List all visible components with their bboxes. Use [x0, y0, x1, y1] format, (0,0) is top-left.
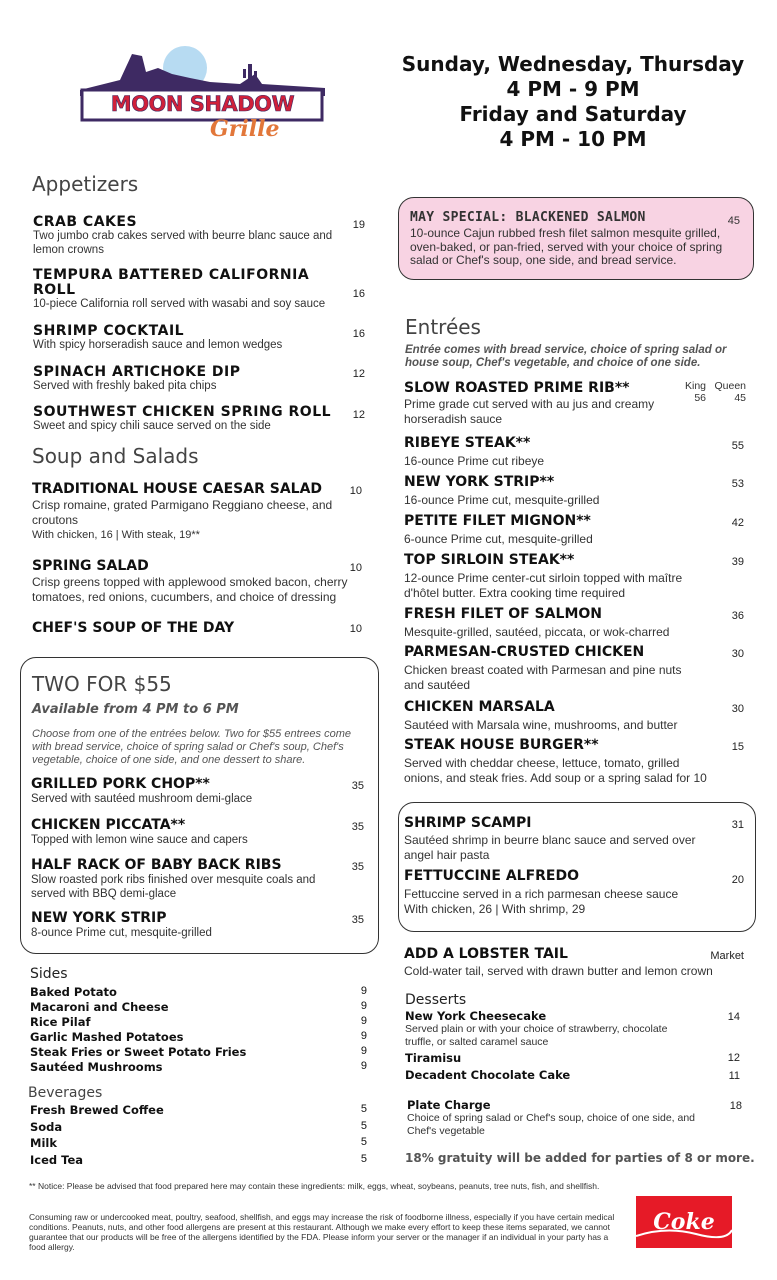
- item-desc: With chicken, 16 | With steak, 19**: [32, 529, 200, 541]
- item-price: 11: [728, 1070, 740, 1082]
- two-for-55-note: Choose from one of the entrées below. Two for $55 entrees come with bread service, choice of spring salad or Chef's soup, Chef's vegetable, choice of one side, and one dessert to share.: [32, 728, 351, 766]
- item-desc: Chicken breast coated with Parmesan and pine nuts and sautéed: [404, 663, 682, 692]
- logo-script-text: Grille: [210, 116, 280, 142]
- item-name: TEMPURA BATTERED CALIFORNIA ROLL: [33, 267, 310, 298]
- item-desc: 16-ounce Prime cut, mesquite-grilled: [404, 493, 600, 507]
- item-name: HALF RACK OF BABY BACK RIBS: [31, 857, 282, 873]
- hours-line: 4 PM - 9 PM: [506, 77, 640, 101]
- menu-item: [404, 699, 714, 733]
- item-desc: Fettuccine served in a rich parmesan cheese sauce: [404, 887, 679, 901]
- menu-item: [31, 910, 341, 941]
- menu-item: [404, 474, 714, 508]
- item-desc: With spicy horseradish sauce and lemon wedges: [33, 339, 283, 351]
- item-desc: Mesquite-grilled, sautéed, piccata, or wok-charred: [404, 625, 670, 639]
- menu-item: [404, 380, 674, 427]
- item-desc: Slow roasted pork ribs finished over mesquite coals and served with BBQ demi-glace: [31, 874, 316, 900]
- side-item: [30, 985, 367, 999]
- sides-heading: Sides: [30, 966, 68, 982]
- menu-item: [33, 365, 343, 394]
- appetizers-heading: Appetizers: [32, 172, 139, 196]
- item-desc: Served with sautéed mushroom demi-glace: [31, 793, 253, 805]
- menu-item: [31, 817, 341, 848]
- special-desc: 10-ounce Cajun rubbed fresh filet salmon mesquite grilled, oven-baked, or pan-fried, served with your choice of spring salad or Chef's soup, one side, and bread service.: [410, 226, 723, 267]
- hours-line: 4 PM - 10 PM: [499, 127, 647, 151]
- item-desc: Topped with lemon wine sauce and capers: [31, 834, 248, 846]
- side-price: 9: [360, 1030, 367, 1042]
- hours-line: Sunday, Wednesday, Thursday: [401, 52, 745, 76]
- item-price: Market: [710, 950, 744, 962]
- beverages-heading: Beverages: [28, 1085, 103, 1101]
- side-price: 9: [360, 1060, 367, 1072]
- entrees-note: Entrée comes with bread service, choice of spring salad or house soup, Chef's vegetable, and choice of one side.: [405, 344, 727, 369]
- menu-item: [33, 405, 343, 434]
- item-name: CHEF'S SOUP OF THE DAY: [32, 620, 235, 636]
- menu-item: [404, 946, 724, 979]
- item-price: 31: [731, 819, 744, 831]
- item-price: 16: [352, 288, 365, 300]
- desserts-heading: Desserts: [405, 992, 467, 1008]
- hours-block: [400, 52, 746, 152]
- item-price: 10: [349, 562, 362, 574]
- item-desc: 12-ounce Prime center-cut sirloin topped with maître d'hôtel butter. Extra cooking time required: [404, 571, 683, 600]
- item-name: FRESH FILET OF SALMON: [404, 606, 602, 622]
- item-name: TOP SIRLOIN STEAK**: [404, 552, 575, 568]
- dessert-item: Tiramisu: [405, 1051, 462, 1065]
- item-name: SPRING SALAD: [32, 558, 149, 574]
- item-price: 36: [731, 610, 744, 622]
- item-price: 35: [351, 861, 364, 873]
- item-price: 10: [349, 485, 362, 497]
- item-price: 35: [351, 914, 364, 926]
- beverage-price: 5: [360, 1103, 367, 1115]
- soups-heading: Soup and Salads: [32, 444, 199, 468]
- two-for-55-title: TWO FOR $55: [32, 672, 172, 696]
- beverage-item: [30, 1120, 367, 1134]
- item-price: 35: [351, 780, 364, 792]
- item-name: PARMESAN-CRUSTED CHICKEN: [404, 644, 645, 660]
- menu-item: [31, 857, 341, 901]
- side-name: Steak Fries or Sweet Potato Fries: [30, 1045, 247, 1059]
- item-desc: With chicken, 26 | With shrimp, 29: [404, 902, 586, 916]
- item-name: SHRIMP COCKTAIL: [33, 323, 185, 339]
- side-name: Sautéed Mushrooms: [30, 1060, 163, 1074]
- item-price: 15: [731, 741, 744, 753]
- item-price: 12: [352, 409, 365, 421]
- item-price: 39: [731, 556, 744, 568]
- item-name: TRADITIONAL HOUSE CAESAR SALAD: [32, 481, 323, 497]
- item-price: 10: [349, 623, 362, 635]
- item-desc: Crisp romaine, grated Parmigano Reggiano cheese, and croutons: [32, 498, 333, 527]
- dessert-item: Decadent Chocolate Cake: [405, 1068, 571, 1082]
- side-price: 9: [360, 1000, 367, 1012]
- menu-item: [33, 215, 333, 257]
- item-name: SLOW ROASTED PRIME RIB**: [404, 380, 630, 396]
- menu-item: [404, 815, 714, 863]
- gratuity-note: 18% gratuity will be added for parties of 8 or more.: [405, 1151, 755, 1165]
- item-name: CRAB CAKES: [33, 214, 138, 230]
- special-price: 45: [727, 215, 740, 227]
- item-name: STEAK HOUSE BURGER**: [404, 737, 599, 753]
- menu-item: [404, 868, 714, 917]
- menu-item: [404, 606, 714, 640]
- item-desc: Prime grade cut served with au jus and creamy horseradish sauce: [404, 397, 655, 426]
- menu-item: [33, 324, 343, 353]
- king-label: King: [684, 380, 706, 392]
- item-name: NEW YORK STRIP: [31, 910, 167, 926]
- item-price: 30: [731, 648, 744, 660]
- entrees-heading: Entrées: [405, 315, 481, 339]
- menu-item: [33, 267, 326, 312]
- side-name: Macaroni and Cheese: [30, 1000, 169, 1014]
- item-price: 19: [352, 219, 365, 231]
- menu-item: [31, 776, 341, 807]
- item-desc: Two jumbo crab cakes served with beurre blanc sauce and lemon crowns: [33, 230, 333, 256]
- item-desc: Choice of spring salad or Chef's soup, choice of one side, and Chef's vegetable: [407, 1112, 696, 1137]
- side-item: [30, 1000, 367, 1014]
- item-desc: Sautéed shrimp in beurre blanc sauce and served over angel hair pasta: [404, 833, 696, 862]
- item-price: 12: [727, 1052, 740, 1064]
- queen-price: 45: [734, 392, 746, 404]
- beverage-price: 5: [360, 1136, 367, 1148]
- item-name: Plate Charge: [407, 1098, 491, 1112]
- side-item: [30, 1030, 367, 1044]
- beverage-price: 5: [360, 1153, 367, 1165]
- menu-item: [404, 552, 704, 601]
- item-name: SOUTHWEST CHICKEN SPRING ROLL: [33, 404, 332, 420]
- two-for-55-subtitle: Available from 4 PM to 6 PM: [32, 702, 239, 717]
- beverage-name: Fresh Brewed Coffee: [30, 1103, 164, 1117]
- consumption-warning: Consuming raw or undercooked meat, poultry, seafood, shellfish, and eggs may increase the risk of foodborne illness, especially if you have certain medical conditions. Peanuts, nuts, and other food allergens are present at this restaurant. Although we make every effort to keep these items separated, we cannot guarantee that our products will be free of the allergens identified by the FDA. Please inform your server or the manager if an individual in your party has a food allergy.: [29, 1212, 615, 1252]
- item-price: 16: [352, 328, 365, 340]
- coke-text: Coke: [653, 1209, 715, 1235]
- item-desc: 6-ounce Prime cut, mesquite-grilled: [404, 532, 593, 546]
- hours-line: Friday and Saturday: [459, 102, 687, 126]
- side-price: 9: [360, 1045, 367, 1057]
- item-name: CHICKEN MARSALA: [404, 699, 555, 715]
- menu-item: [404, 644, 704, 693]
- logo-name-text: MOON SHADOW: [110, 92, 295, 116]
- beverage-name: Soda: [30, 1120, 63, 1134]
- item-name: NEW YORK STRIP**: [404, 474, 555, 490]
- item-price: 14: [727, 1011, 740, 1023]
- side-item: [30, 1015, 367, 1029]
- item-name: RIBEYE STEAK**: [404, 435, 531, 451]
- beverage-item: [30, 1153, 367, 1167]
- side-name: Baked Potato: [30, 985, 117, 999]
- beverage-item: [30, 1103, 367, 1117]
- item-price: 55: [731, 440, 744, 452]
- item-price: 30: [731, 703, 744, 715]
- item-desc: Served with cheddar cheese, lettuce, tomato, grilled onions, and steak fries. Add soup or a spring salad for 10: [404, 756, 707, 785]
- item-name: New York Cheesecake: [405, 1009, 547, 1023]
- side-price: 9: [360, 985, 367, 997]
- allergen-notice: ** Notice: Please be advised that food prepared here may contain these ingredients: milk, eggs, wheat, soybeans, peanuts, tree nuts, fish, and shellfish.: [29, 1181, 600, 1191]
- item-name: ADD A LOBSTER TAIL: [404, 946, 568, 962]
- menu-item: [404, 513, 714, 547]
- item-name: SPINACH ARTICHOKE DIP: [33, 364, 241, 380]
- side-name: Garlic Mashed Potatoes: [30, 1030, 184, 1044]
- item-price: 42: [731, 517, 744, 529]
- item-desc: Served with freshly baked pita chips: [33, 380, 217, 392]
- menu-item: [32, 558, 357, 605]
- item-price: 53: [731, 478, 744, 490]
- menu-item: [32, 620, 342, 637]
- menu-item: [404, 435, 714, 469]
- beverage-price: 5: [360, 1120, 367, 1132]
- side-item: [30, 1060, 367, 1074]
- item-price: 20: [731, 874, 744, 886]
- special-name: MAY SPECIAL: BLACKENED SALMON: [410, 210, 646, 225]
- side-name: Rice Pilaf: [30, 1015, 91, 1029]
- item-price: 12: [352, 368, 365, 380]
- queen-label: Queen: [714, 380, 746, 392]
- item-desc: Served plain or with your choice of strawberry, chocolate truffle, or salted caramel sauce: [405, 1023, 668, 1048]
- item-name: CHICKEN PICCATA**: [31, 817, 186, 833]
- item-desc: Sautéed with Marsala wine, mushrooms, and butter: [404, 718, 678, 732]
- item-desc: Cold-water tail, served with drawn butter and lemon crown: [404, 964, 713, 978]
- plate-charge: [407, 1098, 712, 1137]
- coke-logo: [636, 1196, 732, 1248]
- menu-item: [32, 481, 342, 543]
- beverage-item: [30, 1136, 367, 1150]
- restaurant-logo: [80, 44, 325, 148]
- side-item: [30, 1045, 367, 1059]
- item-name: FETTUCCINE ALFREDO: [404, 868, 580, 884]
- menu-item: [404, 737, 714, 786]
- item-desc: 16-ounce Prime cut ribeye: [404, 454, 545, 468]
- item-name: GRILLED PORK CHOP**: [31, 776, 210, 792]
- item-desc: 8-ounce Prime cut, mesquite-grilled: [31, 927, 212, 939]
- side-price: 9: [360, 1015, 367, 1027]
- item-desc: 10-piece California roll served with wasabi and soy sauce: [33, 298, 326, 310]
- dessert-item: [405, 1009, 705, 1048]
- item-desc: Sweet and spicy chili sauce served on the side: [33, 420, 271, 432]
- item-name: PETITE FILET MIGNON**: [404, 513, 591, 529]
- beverage-name: Milk: [30, 1136, 57, 1150]
- item-price: 18: [729, 1100, 742, 1112]
- item-name: SHRIMP SCAMPI: [404, 815, 532, 831]
- beverage-name: Iced Tea: [30, 1153, 84, 1167]
- item-price: 35: [351, 821, 364, 833]
- king-price: 56: [694, 392, 706, 404]
- item-desc: Crisp greens topped with applewood smoked bacon, cherry tomatoes, red onions, cucumbers, and choice of dressing: [32, 575, 348, 604]
